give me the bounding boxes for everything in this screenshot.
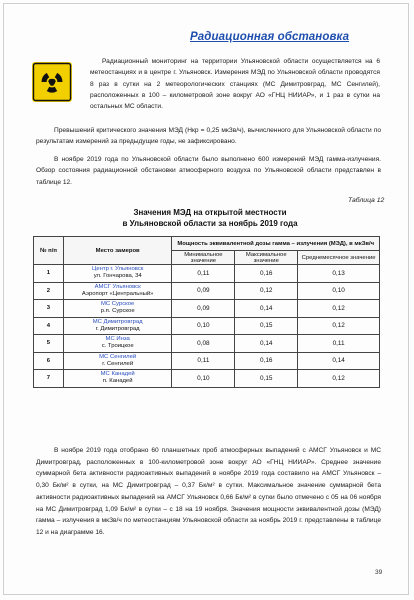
table-header-row	[34, 237, 380, 251]
table-row	[34, 370, 380, 388]
station-location: с. Троицкое	[101, 343, 134, 350]
header-dose-group: Мощность эквивалентной дозы гамма – излучения (МЭД), в мкЗв/ч	[172, 237, 380, 251]
header-max: Максимальное значение	[235, 251, 298, 265]
row-min-value: 0,08	[172, 335, 235, 353]
row-min-value: 0,11	[172, 352, 235, 370]
row-max-value: 0,16	[235, 265, 298, 283]
header-avg: Среднемесячное значение	[298, 251, 380, 265]
table-label: Таблица 12	[348, 197, 385, 204]
row-max-value: 0,16	[235, 352, 298, 370]
bottom-paragraph: В ноябре 2019 года отобрано 60 планшетных проб атмосферных выпадений с АМСГ Ульяновск и МС Димитровград, расположенных в 100-километровой зоне вокруг АО «ГНЦ НИИАР». Среднее значение суммарной бета активности радиоактивных выпадений в ноябре 2019 года составило на АМСГ Ульяновск – 0,30 Бк/м² в сутки, на МС Димитровград – 0,37 Бк/м² в сутки. Максимальное значение суммарной бета активности радиоактивных выпадений на АМСГ Ульяновск 0,66 Бк/м² в сутки было отмечено с 05 на 06 ноября на МС Димитровград 1,09 Бк/м² в сутки – с 18 на 19 ноября. Значения мощности эквивалентной дозы (МЭД) гамма – излучения в мкЗв/ч по метеостанциям Ульяновской области за ноябрь 2019 г. представлены в таблице 12 и на диаграмме 16.	[36, 447, 381, 536]
row-place	[63, 300, 172, 318]
row-avg-value: 0,11	[298, 335, 380, 353]
row-number: 3	[34, 300, 64, 318]
row-avg-value: 0,12	[298, 317, 380, 335]
page-number: 39	[375, 569, 383, 576]
station-location: Аэропорт «Центральный»	[81, 290, 154, 297]
table-row	[34, 282, 380, 300]
row-max-value: 0,15	[235, 317, 298, 335]
row-number: 7	[34, 370, 64, 388]
row-avg-value: 0,13	[298, 265, 380, 283]
station-name: АМСГ Ульяновск	[94, 283, 141, 290]
row-max-value: 0,15	[235, 370, 298, 388]
station-location: р.п. Сурское	[100, 308, 135, 315]
row-place	[63, 317, 172, 335]
med-values-table	[33, 236, 380, 388]
intro-paragraph-3: В ноябре 2019 года по Ульяновской области было выполнено 600 измерений МЭД гамма-излучения. Обзор состояния радиационной обстановки атмосферного воздуха по Ульяновской области представлен в таблице 12.	[36, 156, 381, 186]
station-location: г. Димитровград	[95, 325, 140, 332]
row-avg-value: 0,12	[298, 300, 380, 318]
row-avg-value: 0,12	[298, 370, 380, 388]
station-name: МС Димитровград	[92, 318, 143, 325]
row-min-value: 0,09	[172, 300, 235, 318]
intro-paragraph-2: Превышений критического значения МЭД (Нкр = 0,25 мкЗв/ч), вычисленного для Ульяновской области по результатам измерений за предыдущие годы, не зафиксировано.	[36, 127, 381, 146]
row-place	[63, 265, 172, 283]
row-place	[63, 352, 172, 370]
table-row	[34, 352, 380, 370]
table-row	[34, 335, 380, 353]
header-min: Минимальное значение	[172, 251, 235, 265]
station-name: МС Инза	[105, 336, 130, 343]
station-location: п. Канадей	[102, 378, 133, 385]
row-number: 2	[34, 282, 64, 300]
station-name: МС Сенгилей	[99, 353, 137, 360]
intro-paragraph-1: Радиационный мониторинг на территории Ульяновской области осуществляется на 6 метеостанциях и в центре г. Ульяновск. Измерения МЭД по Ульяновской области проводятся 8 раз в сутки на 2 метеорологических станциях (МС Димитровград, МС Сенгилей), расположенных в 100 – километровой зоне вокруг АО «ГНЦ НИИАР», и 1 раз в сутки на остальных МС области.	[90, 58, 380, 111]
table-title	[60, 208, 360, 229]
station-name: МС Канадей	[100, 371, 135, 378]
radiation-hazard-icon	[32, 62, 72, 102]
row-number: 4	[34, 317, 64, 335]
row-max-value: 0,14	[235, 335, 298, 353]
table-row	[34, 300, 380, 318]
table-row	[34, 317, 380, 335]
section-heading: Радиационная обстановка	[190, 31, 350, 43]
row-place	[63, 282, 172, 300]
header-number: № п/п	[34, 237, 64, 265]
row-max-value: 0,14	[235, 300, 298, 318]
row-number: 1	[34, 265, 64, 283]
row-max-value: 0,12	[235, 282, 298, 300]
station-name: МС Сурское	[100, 301, 135, 308]
row-avg-value: 0,14	[298, 352, 380, 370]
row-min-value: 0,10	[172, 370, 235, 388]
row-number: 5	[34, 335, 64, 353]
row-number: 6	[34, 352, 64, 370]
station-location: ул. Гончарова, 34	[93, 273, 142, 280]
header-place: Место замеров	[63, 237, 172, 265]
table-row	[34, 265, 380, 283]
table-title-line-2: в Ульяновской области за ноябрь 2019 года	[122, 218, 298, 228]
row-place	[63, 335, 172, 353]
row-min-value: 0,11	[172, 265, 235, 283]
row-place	[63, 370, 172, 388]
row-min-value: 0,09	[172, 282, 235, 300]
station-location: г. Сенгилей	[102, 360, 134, 367]
table-title-line-1: Значения МЭД на открытой местности	[133, 208, 287, 217]
row-avg-value: 0,10	[298, 282, 380, 300]
row-min-value: 0,10	[172, 317, 235, 335]
station-name: Центр г. Ульяновск	[91, 266, 144, 273]
